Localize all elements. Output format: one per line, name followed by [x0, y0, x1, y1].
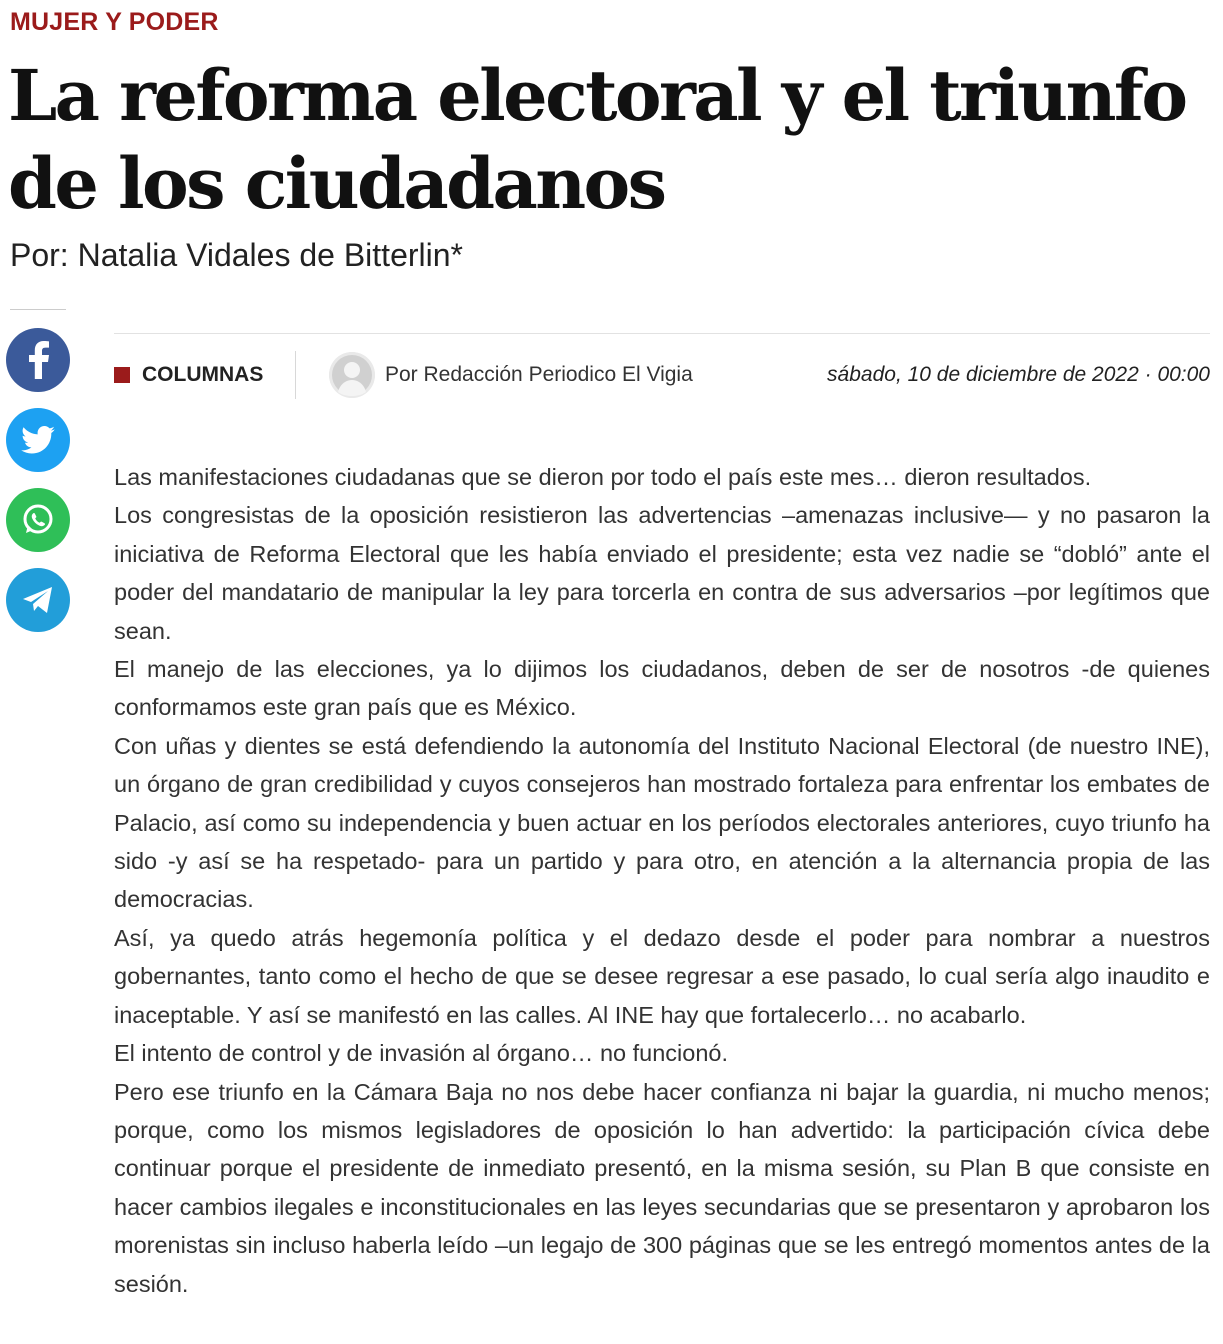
paragraph: Así, ya quedo atrás hegemonía política y el dedazo desde el poder para nombrar a nuestros gobernantes, tanto como el hecho de que se desee regresar a ese pasado, lo cual sería algo inaudito e inaceptable. Y así se manifestó en las calles. Al INE hay que fortalecerlo… no acabarlo. [114, 924, 1210, 1028]
paragraph: El intento de control y de invasión al órgano… no funcionó. [114, 1040, 729, 1067]
article-byline: Por: Natalia Vidales de Bitterlin* [10, 237, 463, 273]
share-twitter-button[interactable] [6, 408, 70, 472]
share-telegram-button[interactable] [6, 568, 70, 632]
author-block[interactable] [329, 351, 693, 399]
category-tag[interactable] [114, 360, 263, 390]
meta-divider [114, 333, 1210, 334]
paragraph: El manejo de las elecciones, ya lo dijimos los ciudadanos, deben de ser de nosotros -de quienes conformamos este gran país que es México. [114, 656, 1210, 721]
facebook-icon [25, 341, 51, 379]
whatsapp-icon [20, 502, 56, 538]
share-whatsapp-button[interactable] [6, 488, 70, 552]
paragraph: Pero ese triunfo en la Cámara Baja no nos debe hacer confianza ni bajar la guardia, ni mucho menos; porque, como los mismos legisladores de oposición lo han advertido: la participación cívica debe continuar porque el presidente de inmediato presentó, en la misma sesión, su Plan B que consiste en hacer cambios ilegales e inconstitucionales en las leyes secundarias que se presentaron y aprobaron los morenistas sin incluso haberla leído –un legajo de 300 páginas que se les entregó momentos antes de la sesión. [114, 1078, 1210, 1297]
twitter-icon [21, 426, 55, 454]
share-divider [10, 309, 66, 310]
section-kicker[interactable]: MUJER Y PODER [10, 8, 219, 36]
paragraph: Con uñas y dientes se está defendiendo la autonomía del Instituto Nacional Electoral (de nuestro INE), un órgano de gran credibilidad y cuyos consejeros han mostrado fortaleza para enfrentar los embates de Palacio, así como su independencia y buen actuar en los períodos electorales anteriores, cuyo triunfo ha sido -y así se ha respetado- para un partido y para otro, en atención a la alternancia propia de las democracias. [114, 732, 1210, 913]
telegram-icon [21, 585, 55, 615]
meta-separator [295, 351, 296, 399]
article-body [114, 458, 1210, 1303]
article-title: La reforma electoral y el triunfo de los ciudadanos [8, 54, 1186, 225]
share-facebook-button[interactable] [6, 328, 70, 392]
author-name: Por Redacción Periodico El Vigia [385, 363, 693, 386]
category-label: COLUMNAS [142, 363, 264, 386]
paragraph: Los congresistas de la oposición resistieron las advertencias –amenazas inclusive— y no pasaron la iniciativa de Reforma Electoral que les había enviado el presidente; esta vez nadie se “dobló” ante el poder del mandatario de manipular la ley para torcerla en contra de sus adversarios –por legítimos que sean. [114, 502, 1210, 644]
category-square-icon [114, 367, 130, 383]
publish-date: sábado, 10 de diciembre de 2022 · 00:00 [827, 363, 1210, 386]
paragraph: Las manifestaciones ciudadanas que se dieron por todo el país este mes… dieron resultados. [114, 464, 1092, 490]
user-avatar-icon [329, 352, 375, 398]
